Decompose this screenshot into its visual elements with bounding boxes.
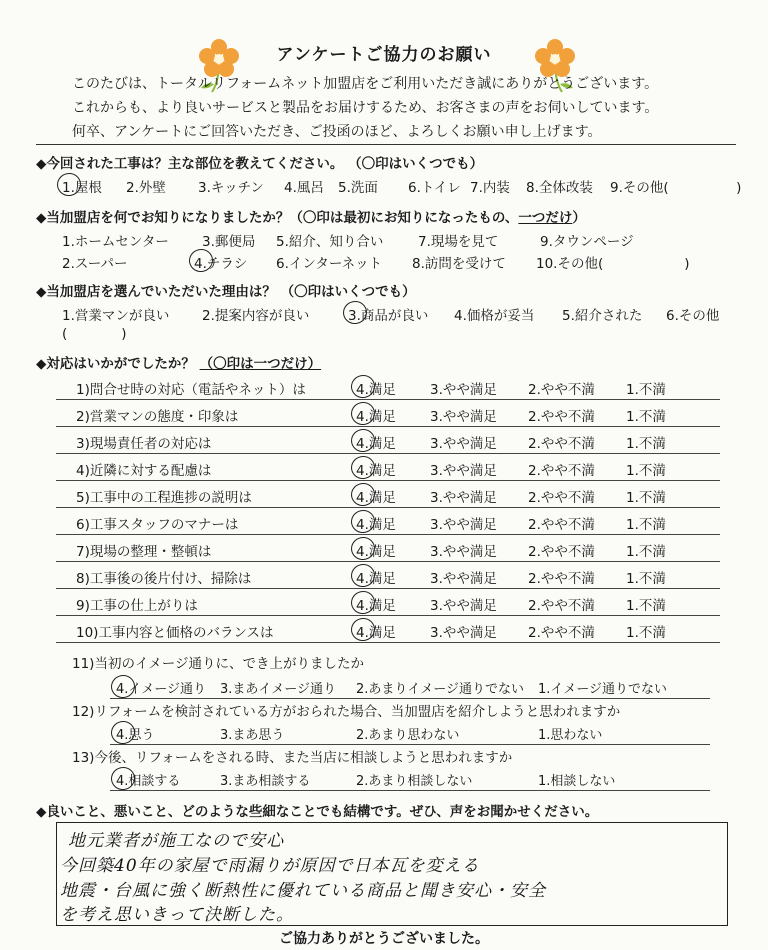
q1-options	[62, 176, 742, 196]
rating-item-label: 2)営業マンの態度・印象は	[76, 409, 239, 425]
rating-option[interactable]: 1.不満	[626, 409, 666, 425]
rating-option-satisfied[interactable]: 4.満足	[356, 540, 396, 560]
q2-option[interactable]: 6.インターネット	[276, 256, 383, 272]
rating-option[interactable]: 1.不満	[626, 598, 666, 614]
q12-option[interactable]: 2.あまり思わない	[356, 728, 460, 743]
q13-options	[110, 766, 710, 791]
rating-option[interactable]: 2.やや不満	[528, 625, 595, 641]
rating-option[interactable]: 1.不満	[626, 382, 666, 398]
q1-option[interactable]: 3.キッチン	[198, 180, 264, 196]
q2-option[interactable]: 1.ホームセンター	[62, 234, 169, 250]
rating-option[interactable]: 1.不満	[626, 625, 666, 641]
q12-option-yes[interactable]: 4.思う	[116, 724, 154, 743]
q13-option-consult[interactable]: 4.相談する	[116, 770, 180, 789]
divider	[36, 144, 736, 145]
intro-line: これからも、より良いサービスと製品をお届けするため、お客さまの声をお伺いしています。	[72, 100, 659, 116]
q2-option[interactable]: 3.郵便局	[202, 234, 256, 250]
rating-option[interactable]: 1.不満	[626, 463, 666, 479]
rating-item-label: 5)工事中の工程進捗の説明は	[76, 490, 252, 506]
q2-option-flyer[interactable]: 4.チラシ	[194, 252, 247, 272]
rating-option[interactable]: 3.やや満足	[430, 490, 497, 506]
rating-option[interactable]: 2.やや不満	[528, 571, 595, 587]
q2-option[interactable]: 9.タウンページ	[540, 234, 634, 250]
q3-options	[62, 304, 720, 324]
rating-option-satisfied[interactable]: 4.満足	[356, 459, 396, 479]
q3-other-blank[interactable]: ( )	[62, 326, 127, 342]
q1-option[interactable]: 2.外壁	[126, 180, 166, 196]
rating-option[interactable]: 2.やや不満	[528, 436, 595, 452]
rating-item-label: 4)近隣に対する配慮は	[76, 463, 212, 479]
q2-option[interactable]: 7.現場を見て	[418, 234, 499, 250]
rating-option[interactable]: 2.やや不満	[528, 382, 595, 398]
rating-option-satisfied[interactable]: 4.満足	[356, 486, 396, 506]
rating-row	[56, 507, 720, 535]
q11-option[interactable]: 1.イメージ通りでない	[538, 682, 668, 697]
q2-option[interactable]: 2.スーパー	[62, 256, 128, 272]
q3-option-product[interactable]: 3.商品が良い	[348, 304, 428, 324]
rating-option[interactable]: 3.やや満足	[430, 436, 497, 452]
rating-option[interactable]: 1.不満	[626, 544, 666, 560]
intro-text	[72, 72, 742, 144]
q11-question: 11)当初のイメージ通りに、でき上がりましたか	[72, 656, 365, 672]
q1-option[interactable]: 7.内装	[470, 180, 510, 196]
q3-option[interactable]: 6.その他	[666, 308, 720, 324]
q4-question: ◆対応はいかがでしたか？ （〇印は一つだけ）	[36, 356, 322, 372]
page-title: アンケートご協力のお願い	[276, 45, 492, 65]
rating-option-satisfied[interactable]: 4.満足	[356, 513, 396, 533]
q1-option-roof[interactable]: 1.屋根	[62, 176, 102, 196]
rating-option[interactable]: 2.やや不満	[528, 598, 595, 614]
q13-option[interactable]: 3.まあ相談する	[220, 774, 311, 789]
q13-question: 13)今後、リフォームをされる時、また当店に相談しようと思われますか	[72, 750, 513, 766]
rating-option[interactable]: 2.やや不満	[528, 409, 595, 425]
rating-item-label: 1)問合せ時の対応（電話やネット）は	[76, 382, 306, 398]
rating-option[interactable]: 2.やや不満	[528, 490, 595, 506]
q13-option[interactable]: 1.相談しない	[538, 774, 616, 789]
rating-row	[56, 534, 720, 562]
rating-option-satisfied[interactable]: 4.満足	[356, 378, 396, 398]
rating-row	[56, 588, 720, 616]
rating-option[interactable]: 1.不満	[626, 571, 666, 587]
rating-option[interactable]: 3.やや満足	[430, 517, 497, 533]
q1-option[interactable]: 5.洗面	[338, 180, 378, 196]
rating-item-label: 6)工事スタッフのマナーは	[76, 517, 239, 533]
footer-thanks: ご協力ありがとうございました。	[279, 931, 489, 947]
q11-option[interactable]: 3.まあイメージ通り	[220, 682, 337, 697]
q12-options	[110, 720, 710, 745]
rating-option[interactable]: 3.やや満足	[430, 544, 497, 560]
rating-option[interactable]: 2.やや不満	[528, 463, 595, 479]
q12-option[interactable]: 3.まあ思う	[220, 728, 285, 743]
rating-option[interactable]: 1.不満	[626, 490, 666, 506]
comment-line: 今回築40年の家屋で雨漏りが原因で日本瓦を変える	[60, 856, 480, 876]
rating-option[interactable]: 3.やや満足	[430, 625, 497, 641]
rating-option-satisfied[interactable]: 4.満足	[356, 594, 396, 614]
rating-option-satisfied[interactable]: 4.満足	[356, 621, 396, 641]
intro-line: このたびは、トータルリフォームネット加盟店をご利用いただき誠にありがとうございます。	[72, 76, 659, 92]
q3-option[interactable]: 2.提案内容が良い	[202, 308, 310, 324]
rating-option[interactable]: 2.やや不満	[528, 544, 595, 560]
q1-option[interactable]: 8.全体改装	[526, 180, 593, 196]
q11-options	[110, 674, 710, 699]
rating-option-satisfied[interactable]: 4.満足	[356, 567, 396, 587]
rating-option-satisfied[interactable]: 4.満足	[356, 432, 396, 452]
q12-option[interactable]: 1.思わない	[538, 728, 603, 743]
rating-row	[56, 480, 720, 508]
rating-item-label: 8)工事後の後片付け、掃除は	[76, 571, 252, 587]
q1-question: ◆今回された工事は？主な部位を教えてください。 （〇印はいくつでも）	[36, 156, 484, 172]
rating-item-label: 7)現場の整理・整頓は	[76, 544, 212, 560]
rating-row	[56, 372, 720, 400]
comments-prompt: ◆良いこと、悪いこと、どのような些細なことでも結構です。ぜひ、声をお聞かせください。	[36, 804, 599, 820]
q2-question: ◆当加盟店を何でお知りになりましたか？（〇印は最初にお知りになったもの、一つだけ）	[36, 210, 586, 226]
rating-option-satisfied[interactable]: 4.満足	[356, 405, 396, 425]
q2-option[interactable]: 8.訪問を受けて	[412, 256, 506, 272]
q2-options-row2	[62, 252, 690, 272]
rating-item-label: 9)工事の仕上がりは	[76, 598, 198, 614]
rating-row	[56, 561, 720, 589]
q11-option[interactable]: 2.あまりイメージ通りでない	[356, 682, 525, 697]
rating-row	[56, 453, 720, 481]
rating-item-label: 3)現場責任者の対応は	[76, 436, 212, 452]
comment-line: 地震・台風に強く断熱性に優れている商品と聞き安心・安全	[60, 881, 546, 901]
comment-line: を考え思いきって決断した。	[60, 905, 294, 925]
rating-option[interactable]: 3.やや満足	[430, 409, 497, 425]
q12-question: 12)リフォームを検討されている方がおられた場合、当加盟店を紹介しようと思われますか	[72, 704, 621, 720]
rating-row	[56, 399, 720, 427]
q2-option[interactable]: 5.紹介、知り合い	[276, 234, 384, 250]
q13-option[interactable]: 2.あまり相談しない	[356, 774, 473, 789]
q3-option[interactable]: 4.価格が妥当	[454, 308, 535, 324]
rating-option[interactable]: 2.やや不満	[528, 517, 595, 533]
intro-line: 何卒、アンケートにご回答いただき、ご投函のほど、よろしくお願い申し上げます。	[72, 124, 602, 140]
rating-row	[56, 615, 720, 643]
q3-option[interactable]: 1.営業マンが良い	[62, 308, 170, 324]
comment-line: 地元業者が施工なので安心	[68, 831, 284, 851]
q3-question: ◆当加盟店を選んでいただいた理由は？ （〇印はいくつでも）	[36, 284, 416, 300]
rating-option[interactable]: 3.やや満足	[430, 382, 497, 398]
rating-item-label: 10)工事内容と価格のバランスは	[76, 625, 274, 641]
rating-option[interactable]: 1.不満	[626, 436, 666, 452]
rating-option[interactable]: 3.やや満足	[430, 463, 497, 479]
q2-option[interactable]: 10.その他( )	[536, 256, 690, 272]
q11-option-as-imagined[interactable]: 4.イメージ通り	[116, 678, 206, 697]
rating-row	[56, 426, 720, 454]
rating-option[interactable]: 3.やや満足	[430, 598, 497, 614]
q1-option[interactable]: 6.トイレ	[408, 180, 461, 196]
q3-option[interactable]: 5.紹介された	[562, 308, 643, 324]
q1-option[interactable]: 4.風呂	[284, 180, 324, 196]
q1-option[interactable]: 9.その他( )	[610, 180, 742, 196]
rating-option[interactable]: 3.やや満足	[430, 571, 497, 587]
rating-option[interactable]: 1.不満	[626, 517, 666, 533]
